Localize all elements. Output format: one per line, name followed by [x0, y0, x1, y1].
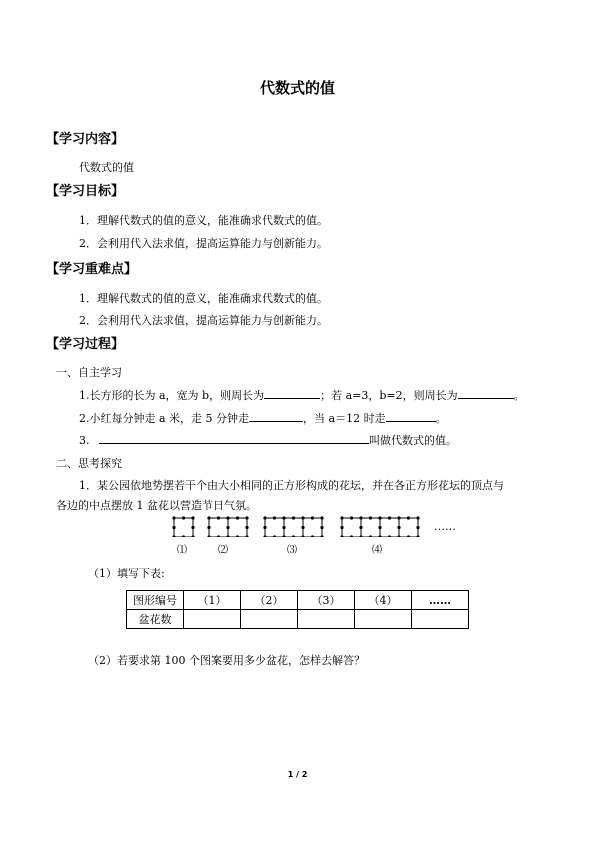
flower-pot-dot [359, 516, 362, 519]
flower-bed-square [209, 518, 228, 537]
page-title: 代数式的值 [259, 79, 335, 97]
flower-pot-dot [282, 526, 285, 529]
flower-pot-dot [350, 516, 353, 519]
flower-bed-square [265, 518, 284, 537]
table-cell[interactable] [412, 610, 469, 629]
flower-pot-dot [191, 516, 194, 519]
flower-pot-dot [207, 516, 210, 519]
figure-label-2: ⑵ [218, 545, 228, 556]
answer-blank[interactable] [99, 432, 369, 444]
flower-pot-dot [191, 526, 194, 529]
table-header-cell: （4） [355, 591, 412, 610]
table-header-cell: 图形编号 [127, 591, 184, 610]
flower-pot-dot [416, 526, 419, 529]
flower-bed-square [174, 518, 193, 537]
section-heading-process: 【学习过程】 [46, 337, 125, 352]
flower-pot-dot [350, 535, 353, 537]
flower-pot-dot [407, 516, 410, 519]
self-study-heading: 一、自主学习 [56, 366, 122, 379]
flower-bed-square [342, 518, 361, 537]
page-number: 1 / 2 [287, 770, 308, 779]
problem-text-line-2: 各边的中点摆放 1 盆花以营造节日气氛。 [56, 499, 257, 512]
figure-label-3: ⑶ [287, 545, 297, 556]
table-header-cell: （2） [241, 591, 298, 610]
flower-pot-dot [245, 516, 248, 519]
flower-pot-dot [369, 535, 372, 537]
flower-pot-dot [282, 535, 285, 537]
flower-pot-dot [397, 535, 400, 537]
flower-pot-dot [359, 526, 362, 529]
flower-pot-dot [397, 526, 400, 529]
sub-question-1: （1）填写下表: [88, 567, 165, 580]
flower-pot-dot [282, 516, 285, 519]
question-1-part-c: 。 [513, 389, 525, 402]
flower-pot-dot [320, 516, 323, 519]
flower-pot-dot [388, 516, 391, 519]
flower-pot-dot [207, 526, 210, 529]
pattern-figure-4 [340, 516, 424, 537]
table-header-cell: （3） [298, 591, 355, 610]
key-point-item-2: 2．会利用代入法求值，提高运算能力与创新能力。 [79, 314, 328, 327]
flower-bed-square [380, 518, 399, 537]
flower-pot-dot [416, 516, 419, 519]
flower-pot-dot [172, 516, 175, 519]
table-cell[interactable] [298, 610, 355, 629]
table-cell[interactable] [355, 610, 412, 629]
flower-pot-dot [217, 516, 220, 519]
figure-label-4: ⑷ [372, 545, 382, 556]
flower-pot-dot [301, 526, 304, 529]
flower-pot-dot [301, 535, 304, 537]
flower-bed-square [399, 518, 418, 537]
flower-pot-dot [301, 516, 304, 519]
flower-pot-dot [320, 535, 323, 537]
question-1 [79, 387, 525, 403]
flower-pot-dot [207, 535, 210, 537]
flower-pot-dot [320, 526, 323, 529]
question-3-part-b: 叫做代数式的值。 [369, 434, 457, 447]
flower-pot-dot [263, 535, 266, 537]
flower-pot-dot [273, 535, 276, 537]
figure-ellipsis: …… [434, 520, 456, 533]
flower-pot-dot [388, 535, 391, 537]
question-2-part-a: 2.小红每分钟走 a 米，走 5 分钟走 [79, 412, 250, 425]
flower-pot-dot [245, 535, 248, 537]
answer-blank[interactable] [249, 410, 303, 422]
flower-pot-dot [340, 535, 343, 537]
flower-pot-dot [340, 526, 343, 529]
flower-pot-dot [416, 535, 419, 537]
section-heading-content: 【学习内容】 [46, 132, 125, 147]
question-2-part-c: 。 [435, 412, 447, 425]
flower-pot-dot [311, 516, 314, 519]
flower-pot-dot [172, 526, 175, 529]
question-2-part-b: ，当 a＝12 时走 [303, 412, 386, 425]
flower-pot-dot [273, 516, 276, 519]
flower-pot-dot [226, 516, 229, 519]
flower-pot-dot [263, 526, 266, 529]
table-row [127, 591, 469, 610]
flower-bed-square [284, 518, 303, 537]
key-point-item-1: 1．理解代数式的值的意义，能准确求代数式的值。 [79, 292, 328, 305]
question-3 [79, 432, 457, 448]
explore-heading: 二、思考探究 [56, 457, 122, 470]
flower-pot-dot [182, 535, 185, 537]
figure-label-1: ⑴ [177, 545, 187, 556]
flower-pot-dot [172, 535, 175, 537]
flower-pot-dot [245, 526, 248, 529]
question-2 [79, 410, 447, 426]
answer-blank[interactable] [386, 410, 436, 422]
flower-pot-dot [378, 535, 381, 537]
question-1-part-a: 1.长方形的长为 a，宽为 b，则周长为 [79, 389, 265, 402]
flower-pot-dot [263, 516, 266, 519]
flower-pot-dot [236, 516, 239, 519]
flower-pot-dot [292, 516, 295, 519]
goal-item-2: 2．会利用代入法求值，提高运算能力与创新能力。 [79, 237, 328, 250]
flower-pot-dot [378, 526, 381, 529]
table-header-cell: …… [412, 591, 469, 610]
flower-bed-square [303, 518, 322, 537]
content-text: 代数式的值 [79, 161, 134, 174]
flower-pot-dot [369, 516, 372, 519]
flower-pot-dot [236, 535, 239, 537]
table-cell[interactable] [241, 610, 298, 629]
flower-pot-dot [407, 535, 410, 537]
pattern-figure-3 [263, 516, 326, 537]
flower-pot-dot [292, 535, 295, 537]
table-row-label: 盆花数 [127, 610, 184, 629]
flower-pot-dot [359, 535, 362, 537]
flower-pot-dot [226, 535, 229, 537]
flower-pot-dot [397, 516, 400, 519]
answer-blank[interactable] [264, 387, 320, 399]
answer-blank[interactable] [458, 387, 514, 399]
flower-pot-dot [191, 535, 194, 537]
flower-bed-square [361, 518, 380, 537]
question-1-part-b: ；若 a=3，b=2，则周长为 [320, 389, 458, 402]
table-header-cell: （1） [184, 591, 241, 610]
problem-text-line-1: 1．某公园依地势摆若干个由大小相同的正方形构成的花坛，并在各正方形花坛的顶点与 [79, 479, 504, 492]
flower-pot-dot [217, 535, 220, 537]
section-heading-key-points: 【学习重难点】 [46, 262, 138, 277]
flower-bed-square [228, 518, 247, 537]
question-3-part-a: 3. [79, 434, 90, 447]
pattern-figure-2 [207, 516, 251, 537]
flower-pot-dot [182, 516, 185, 519]
pattern-figure-1 [172, 516, 196, 537]
flower-pot-dot [226, 526, 229, 529]
table-cell[interactable] [184, 610, 241, 629]
flower-count-table [126, 590, 469, 629]
goal-item-1: 1．理解代数式的值的意义，能准确求代数式的值。 [79, 214, 328, 227]
flower-pot-dot [311, 535, 314, 537]
flower-pot-dot [378, 516, 381, 519]
sub-question-2: （2）若要求第 100 个图案要用多少盆花，怎样去解答？ [88, 654, 365, 667]
flower-pot-dot [340, 516, 343, 519]
table-row [127, 610, 469, 629]
section-heading-goals: 【学习目标】 [46, 184, 125, 199]
